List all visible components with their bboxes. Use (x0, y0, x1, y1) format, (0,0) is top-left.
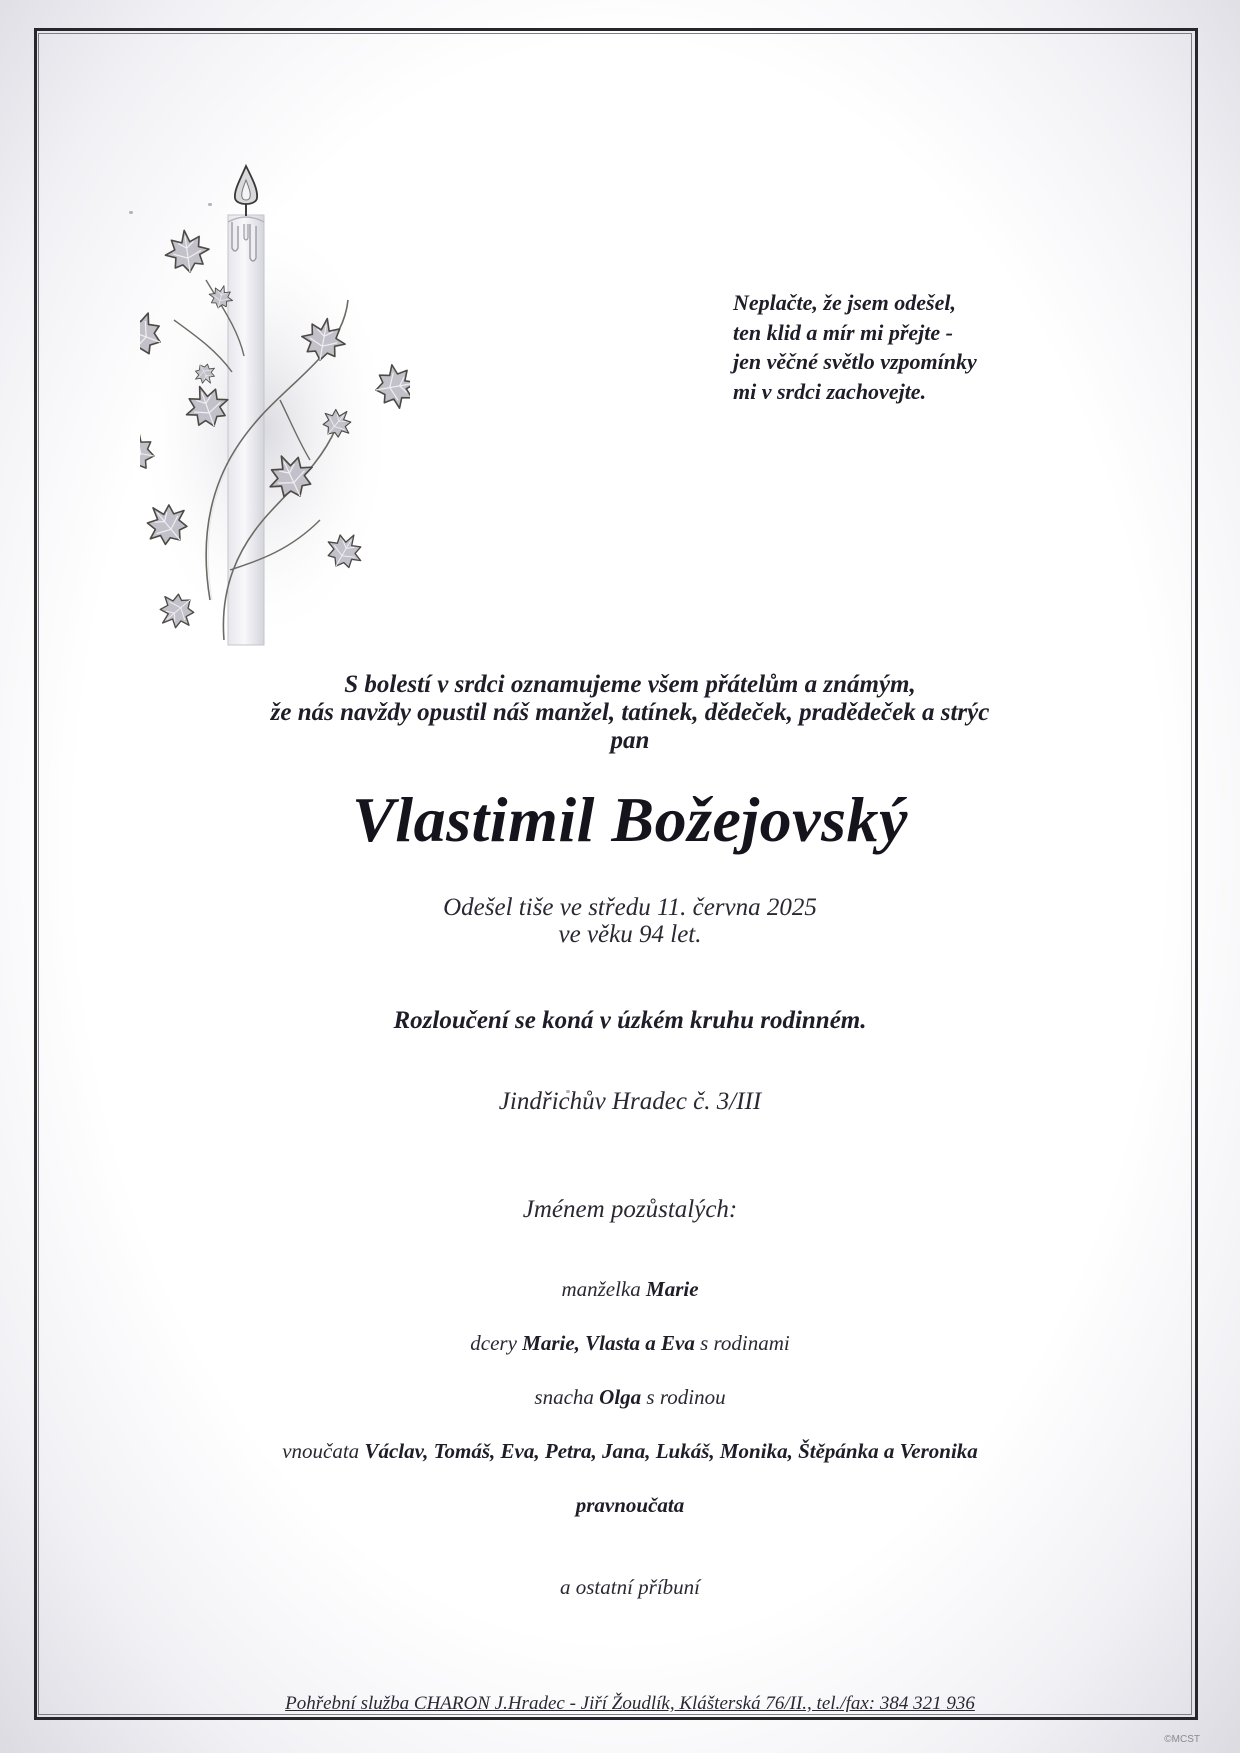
survivor-daughter-in-law (140, 1383, 1120, 1411)
relation-label: manželka (561, 1277, 641, 1301)
survivor-names: Olga (599, 1385, 642, 1409)
candle-ivy-illustration (140, 160, 410, 650)
address: Jindřichův Hradec č. 3/III (498, 1088, 762, 1115)
intro-line: že nás navždy opustil náš manžel, tatínek, dědeček, pradědeček a strýc (270, 699, 990, 726)
relation-label: a ostatní příbuní (559, 1575, 701, 1599)
funeral-service-footer: Pohřební služba CHARON J.Hradec - Jiří Žoudlík, Klášterská 76/II., tel./fax: 384 321 936 (285, 1693, 975, 1712)
poem-line: Neplačte, že jsem odešel, (733, 290, 956, 315)
death-info (140, 894, 1120, 948)
relation-label: snacha (534, 1385, 594, 1409)
survivor-names: Václav, Tomáš, Eva, Petra, Jana, Lukáš, Monika, Štěpánka a Veronika (364, 1439, 978, 1463)
farewell-notice: Rozloučení se koná v úzkém kruhu rodinném. (393, 1007, 867, 1034)
intro-line: pan (610, 727, 650, 754)
relation-suffix: s rodinou (646, 1385, 726, 1409)
survivor-other-relatives (140, 1573, 1120, 1601)
paper-speck (129, 211, 133, 214)
relation-label: vnoučata (282, 1439, 360, 1463)
survivor-spouse (140, 1275, 1120, 1303)
intro-line: S bolestí v srdci oznamujeme všem přátelům a známým, (344, 671, 916, 698)
relation-label: dcery (470, 1331, 517, 1355)
survivors-heading: Jménem pozůstalých: (522, 1196, 738, 1223)
announcement-intro (140, 671, 1120, 755)
relation-suffix: s rodinami (700, 1331, 790, 1355)
poem-line: mi v srdci zachovejte. (733, 378, 927, 404)
death-date-line: Odešel tiše ve středu 11. června 2025 (443, 894, 817, 921)
survivor-daughters (140, 1329, 1120, 1357)
survivor-names: Marie, Vlasta a Eva (522, 1331, 695, 1355)
survivor-names: Marie (646, 1277, 699, 1301)
poem-line: ten klid a mír mi přejte - (733, 319, 953, 345)
survivor-great-grandchildren: pravnoučata (575, 1493, 685, 1517)
memorial-poem (733, 288, 1113, 406)
deceased-name: Vlastimil Božejovský (352, 784, 908, 855)
poem-line: jen věčné světlo vzpomínky (733, 349, 977, 374)
watermark: ©MCST (1164, 1734, 1200, 1745)
survivor-grandchildren (140, 1437, 1120, 1465)
age-line: ve věku 94 let. (558, 921, 702, 948)
